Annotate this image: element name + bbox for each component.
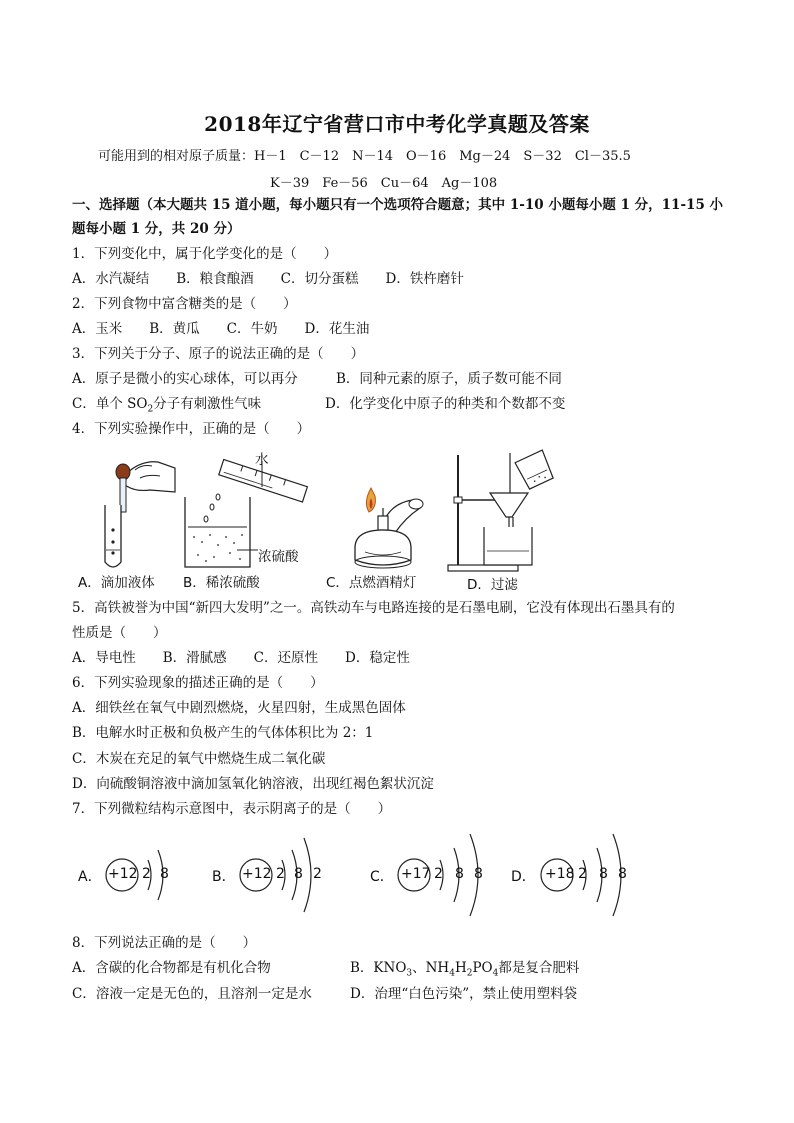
q8-option-c: C．溶液一定是无色的，且溶剂一定是水 (72, 986, 312, 1002)
atom-b-shell-2: 8 (294, 866, 303, 882)
atom-d-shell-3: 8 (618, 866, 627, 882)
figure-c-caption: C．点燃酒精灯 (326, 575, 417, 591)
q1-stem: 1．下列变化中，属于化学变化的是（ ） (72, 246, 338, 262)
figure-d-filtration (440, 445, 560, 575)
atom-a-shell-2: 8 (160, 866, 169, 882)
q6-option-c: C．木炭在充足的氧气中燃烧生成二氧化碳 (72, 751, 326, 767)
q6-stem: 6．下列实验现象的描述正确的是（ ） (72, 675, 324, 691)
q6-option-d: D．向硫酸铜溶液中滴加氢氧化钠溶液，出现红褐色絮状沉淀 (72, 776, 434, 792)
water-label: 水 (255, 452, 269, 468)
atom-c-shell-3: 8 (474, 866, 483, 882)
q8-option-a: A．含碳的化合物都是有机化合物 (72, 960, 271, 976)
q2-stem: 2．下列食物中富含糖类的是（ ） (72, 296, 297, 312)
q8-option-d: D．治理“白色污染”，禁止使用塑料袋 (350, 986, 578, 1002)
q7-stem: 7．下列微粒结构示意图中，表示阴离子的是（ ） (72, 801, 392, 817)
atom-c-shell-1: 2 (434, 866, 443, 882)
atom-d-letter: D． (511, 869, 536, 885)
atom-d-shell-1: 2 (578, 866, 587, 882)
atom-c-nucleus: +17 (401, 866, 431, 882)
atom-a-letter: A． (78, 869, 102, 885)
figure-a-caption: A．滴加液体 (78, 575, 155, 591)
q3-stem: 3．下列关于分子、原子的说法正确的是（ ） (72, 346, 365, 362)
atom-d-nucleus: +18 (545, 866, 575, 882)
atom-b-shell-1: 2 (276, 866, 285, 882)
atom-b-letter: B． (212, 869, 236, 885)
q3-option-c: C．单个 $SO_2$分子有刺激性气味 (72, 396, 262, 415)
atom-a-nucleus: +12 (108, 866, 138, 882)
q3-option-d: D．化学变化中原子的种类和个数都不变 (325, 396, 566, 412)
q8-stem: 8．下列说法正确的是（ ） (72, 935, 257, 951)
section-heading-line-1: 一、选择题（本大题共 15 道小题，每小题只有一个选项符合题意；其中 1-10 小题每小题 1 分，11-15 小 (72, 197, 724, 213)
atom-c-shell-2: 8 (455, 866, 464, 882)
q5-stem-line-1: 5．高铁被誉为中国“新四大发明”之一。高铁动车与电路连接的是石墨电刷，它没有体现出石墨具有的 (72, 600, 675, 616)
q6-option-b: B．电解水时正极和负极产生的气体体积比为 2：1 (72, 725, 374, 741)
atomic-mass-line-2: K－39 Fe－56 Cu－64 Ag－108 (270, 176, 498, 191)
atom-c-letter: C． (370, 869, 394, 885)
q6-option-a: A．细铁丝在氧气中剧烈燃烧，火星四射，生成黑色固体 (72, 700, 406, 716)
figure-d-caption: D．过滤 (467, 577, 518, 593)
atom-b-nucleus: +12 (242, 866, 272, 882)
section-heading-line-2: 题每小题 1 分，共 20 分） (72, 221, 241, 237)
atom-d-shell-2: 8 (599, 866, 608, 882)
q1-options: A．水汽凝结 B．粮食酿酒 C．切分蛋糕 D．铁杵磨针 (72, 271, 464, 287)
figure-a-dropping-liquid (80, 450, 180, 575)
figure-c-lighting-lamp (335, 478, 430, 573)
atom-b-shell-3: 2 (313, 866, 322, 882)
atomic-mass-line-1: 可能用到的相对原子质量：H－1 C－12 N－14 O－16 Mg－24 S－32 Cl－35.5 (98, 149, 631, 164)
q5-stem-line-2: 性质是（ ） (72, 625, 167, 641)
q2-options: A．玉米 B．黄瓜 C．牛奶 D．花生油 (72, 321, 370, 337)
concentrated-acid-label: 浓硫酸 (258, 549, 299, 565)
figure-b-caption: B．稀浓硫酸 (183, 575, 260, 591)
q8-option-b: B．$KNO_3$、$NH_4H_2PO_4$都是复合肥料 (350, 960, 580, 979)
q5-options: A．导电性 B．滑腻感 C．还原性 D．稳定性 (72, 650, 410, 666)
q3-option-a: A．原子是微小的实心球体，可以再分 (72, 371, 298, 387)
page-title: 2018年辽宁省营口市中考化学真题及答案 (204, 112, 590, 136)
q4-stem: 4．下列实验操作中，正确的是（ ） (72, 421, 311, 437)
atom-a-shell-1: 2 (142, 866, 151, 882)
q3-option-b: B．同种元素的原子，质子数可能不同 (336, 371, 562, 387)
